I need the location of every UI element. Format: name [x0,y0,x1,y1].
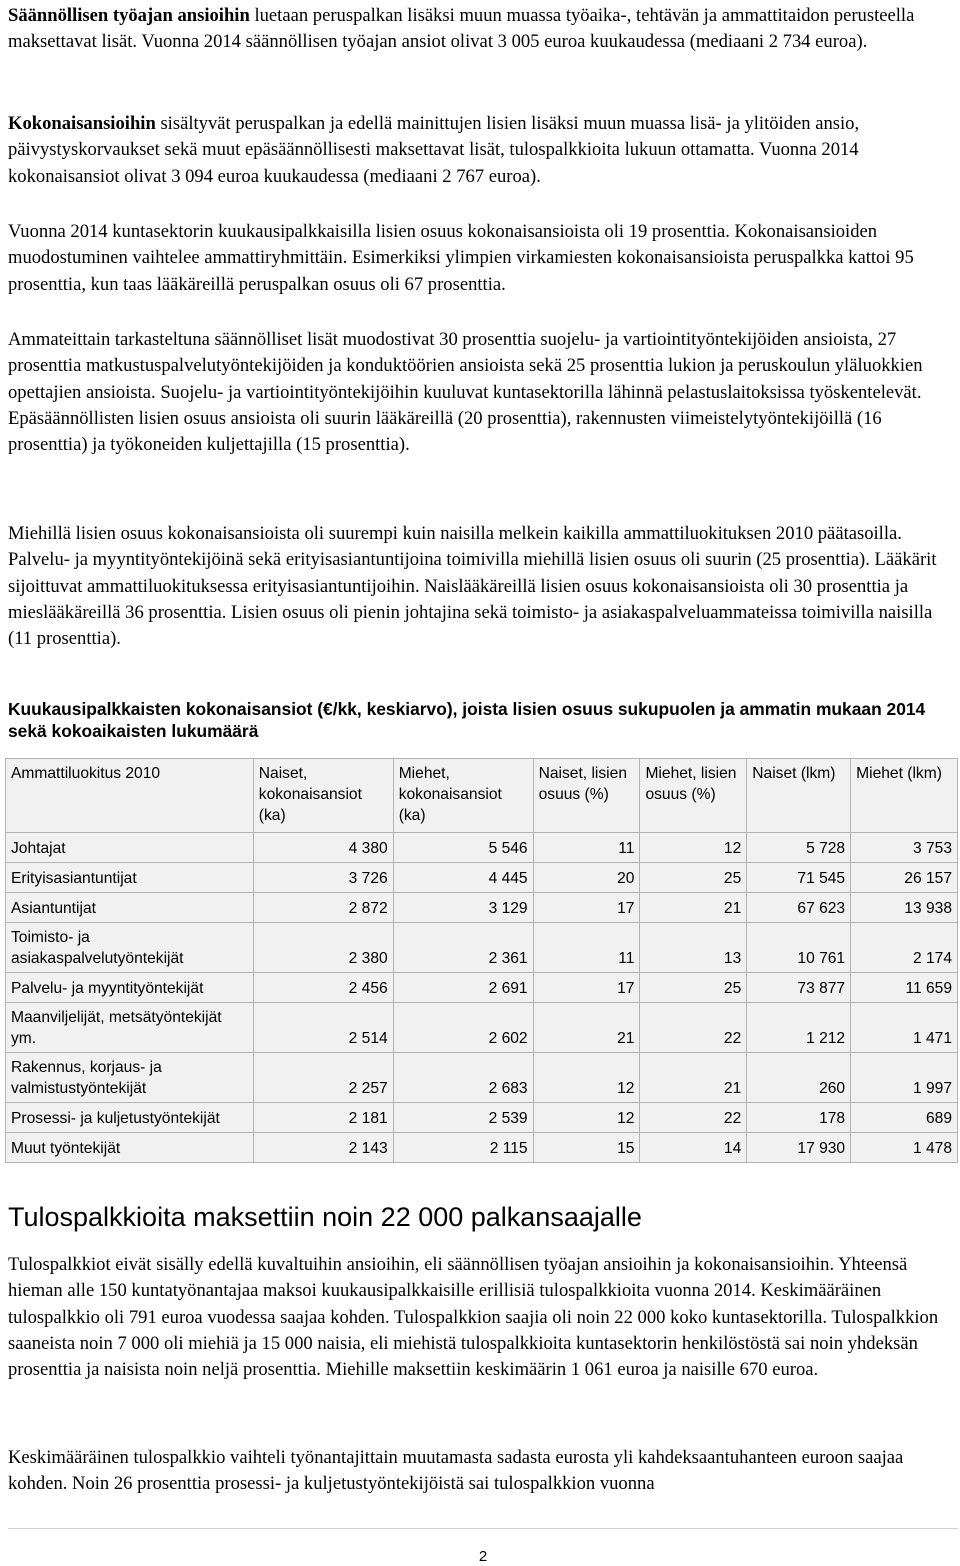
table-cell: 11 [533,833,640,863]
table-cell: 2 380 [253,923,393,973]
table-cell: 21 [533,1003,640,1053]
row-label: Maanviljelijät, metsätyöntekijät ym. [6,1003,254,1053]
table-cell: 2 143 [253,1133,393,1163]
table-cell: 21 [640,1053,747,1103]
table-cell: 17 [533,973,640,1003]
column-header: Miehet, kokonaisansiot (ka) [393,759,533,833]
table-cell: 26 157 [851,863,958,893]
table-cell: 13 [640,923,747,973]
term-regular-earnings: Säännöllisen työajan ansioihin [8,5,250,26]
table-row [6,1103,958,1133]
column-header: Naiset, kokonaisansiot (ka) [253,759,393,833]
table-row [6,973,958,1003]
row-label: Prosessi- ja kuljetustyöntekijät [6,1103,254,1133]
column-header: Ammattiluokitus 2010 [6,759,254,833]
table-cell: 2 115 [393,1133,533,1163]
table-cell: 11 [533,923,640,973]
table-cell: 2 456 [253,973,393,1003]
table-cell: 5 728 [747,833,851,863]
table-cell: 2 181 [253,1103,393,1133]
paragraph-bonus-variation: Keskimääräinen tulospalkkio vaihteli työnantajittain muutamasta sadasta eurosta yli kahdeksaantuhanteen euroon saajaa kohden. Noin 26 prosenttia prosessi- ja kuljetustyöntekijöistä sai tulospalkkion vuonna [8,1447,904,1495]
section-heading: Tulospalkkioita maksettiin noin 22 000 palkansaajalle [8,1202,642,1232]
table-cell: 1 997 [851,1053,958,1103]
table-cell: 12 [533,1053,640,1103]
table-cell: 2 872 [253,893,393,923]
table-cell: 178 [747,1103,851,1133]
table-cell: 12 [533,1103,640,1133]
table-cell: 3 129 [393,893,533,923]
table-cell: 71 545 [747,863,851,893]
table-cell: 1 478 [851,1133,958,1163]
row-label: Rakennus, korjaus- ja valmistustyöntekijät [6,1053,254,1103]
earnings-table [5,758,958,1163]
table-row [6,923,958,973]
table-cell: 17 [533,893,640,923]
row-label: Palvelu- ja myyntityöntekijät [6,973,254,1003]
table-cell: 689 [851,1103,958,1133]
table-cell: 14 [640,1133,747,1163]
table-cell: 15 [533,1133,640,1163]
table-cell: 4 445 [393,863,533,893]
footer-divider [8,1528,958,1529]
table-cell: 2 514 [253,1003,393,1053]
page-number: 2 [478,1548,488,1565]
table-cell: 21 [640,893,747,923]
table-cell: 260 [747,1053,851,1103]
table-cell: 2 174 [851,923,958,973]
column-header: Miehet (lkm) [851,759,958,833]
table-cell: 13 938 [851,893,958,923]
term-total-earnings: Kokonaisansioihin [8,113,156,134]
table-cell: 5 546 [393,833,533,863]
table-cell: 3 753 [851,833,958,863]
paragraph-regular-earnings: Säännöllisen työajan ansioihin luetaan peruspalkan lisäksi muun muassa työaika-, tehtävän ja ammattitaidon perusteella maksettavat lisät. Vuonna 2014 säännöllisen työajan ansiot olivat 3 005 euroa kuukaudessa (mediaani 2 734 euroa). [8,5,915,53]
table-row [6,893,958,923]
table-cell: 2 539 [393,1103,533,1133]
table-cell: 2 683 [393,1053,533,1103]
table-cell: 1 212 [747,1003,851,1053]
table-cell: 12 [640,833,747,863]
table-header-row [6,759,958,833]
row-label: Erityisasiantuntijat [6,863,254,893]
table-row [6,1053,958,1103]
table-cell: 22 [640,1103,747,1133]
table-row [6,1003,958,1053]
table-cell: 4 380 [253,833,393,863]
table-row [6,863,958,893]
paragraph-supplement-share: Vuonna 2014 kuntasektorin kuukausipalkkaisilla lisien osuus kokonaisansioista oli 19 prosenttia. Kokonaisansioiden muodostuminen vaihtelee ammattiryhmittäin. Esimerkiksi ylimpien virkamiesten kokonaisansioista peruspalkka kattoi 95 prosenttia, kun taas lääkäreillä peruspalkan osuus oli 67 prosenttia. [8,221,914,295]
table-cell: 67 623 [747,893,851,923]
row-label: Asiantuntijat [6,893,254,923]
table-cell: 20 [533,863,640,893]
table-row [6,833,958,863]
table-cell: 22 [640,1003,747,1053]
table-cell: 10 761 [747,923,851,973]
table-cell: 3 726 [253,863,393,893]
row-label: Johtajat [6,833,254,863]
table-cell: 17 930 [747,1133,851,1163]
table-cell: 25 [640,863,747,893]
table-cell: 2 691 [393,973,533,1003]
column-header: Naiset, lisien osuus (%) [533,759,640,833]
paragraph-performance-bonuses: Tulospalkkiot eivät sisälly edellä kuvaltuihin ansioihin, eli säännöllisen työajan ansioihin ja kokonaisansioihin. Yhteensä hieman alle 150 kuntatyönantajaa maksoi kuukausipalkkaisille erillisiä tulospalkkioita vuonna 2014. Keskimääräinen tulospalkkio oli 791 euroa vuodessa saajaa kohden. Tulospalkkion saajia oli noin 22 000 koko kuntasektorilla. Tulospalkkion saaneista noin 7 000 oli miehiä ja 15 000 naisia, eli miehistä tulospalkkioita kuntasektorin henkilöstöstä sai noin yhdeksän prosenttia ja naisista noin neljä prosenttia. Miehille maksettiin keskimäärin 1 061 euroa ja naisille 670 euroa. [8,1254,939,1381]
table-cell: 2 257 [253,1053,393,1103]
table-cell: 2 602 [393,1003,533,1053]
paragraph-occupations: Ammateittain tarkasteltuna säännölliset lisät muodostivat 30 prosenttia suojelu- ja vartiointityöntekijöiden ansioista, 27 prosenttia matkustuspalvelutyöntekijöiden ja konduktöörien ansioista sekä 25 prosenttia lukion ja peruskoulun yläluokkien opettajien ansioista. Suojelu- ja vartiointityöntekijöihin kuuluvat kuntasektorilla lähinnä pelastuslaitoksissa työskentelevät. Epäsäännöllisten lisien osuus ansioista oli suurin lääkäreillä (20 prosenttia), rakennusten viimeistelytyöntekijöillä (16 prosenttia) ja työkoneiden kuljettajilla (15 prosenttia). [8,329,923,456]
column-header: Naiset (lkm) [747,759,851,833]
row-label: Toimisto- ja asiakaspalvelutyöntekijät [6,923,254,973]
paragraph-gender: Miehillä lisien osuus kokonaisansioista oli suurempi kuin naisilla melkein kaikilla ammattiluokituksen 2010 päätasoilla. Palvelu- ja myyntityöntekijöinä sekä erityisasiantuntijoina toimivilla miehillä lisien osuus oli suurin (25 prosenttia). Lääkärit sijoittuvat ammattiluokituksessa erityisasiantuntijoihin. Naislääkäreillä lisien osuus kokonaisansioista oli 30 prosenttia ja mieslääkäreillä 36 prosenttia. Lisien osuus oli pienin johtajina sekä toimisto- ja asiakaspalveluammateissa toimivilla naisilla (11 prosenttia). [8,523,937,650]
row-label: Muut työntekijät [6,1133,254,1163]
table-cell: 73 877 [747,973,851,1003]
table-cell: 2 361 [393,923,533,973]
table-cell: 1 471 [851,1003,958,1053]
table-cell: 25 [640,973,747,1003]
column-header: Miehet, lisien osuus (%) [640,759,747,833]
table-caption: Kuukausipalkkaisten kokonaisansiot (€/kk, keskiarvo), joista lisien osuus sukupuolen ja ammatin mukaan 2014 sekä kokoaikaisten lukumäärä [8,699,926,741]
paragraph-total-earnings: Kokonaisansioihin sisältyvät peruspalkan ja edellä mainittujen lisien lisäksi muun muassa lisä- ja ylitöiden ansio, päivystyskorvaukset sekä muut epäsäännöllisesti maksettavat lisät, tulospalkkioita lukuun ottamatta. Vuonna 2014 kokonaisansiot olivat 3 094 euroa kuukaudessa (mediaani 2 767 euroa). [8,113,860,187]
table-row [6,1133,958,1163]
table-cell: 11 659 [851,973,958,1003]
